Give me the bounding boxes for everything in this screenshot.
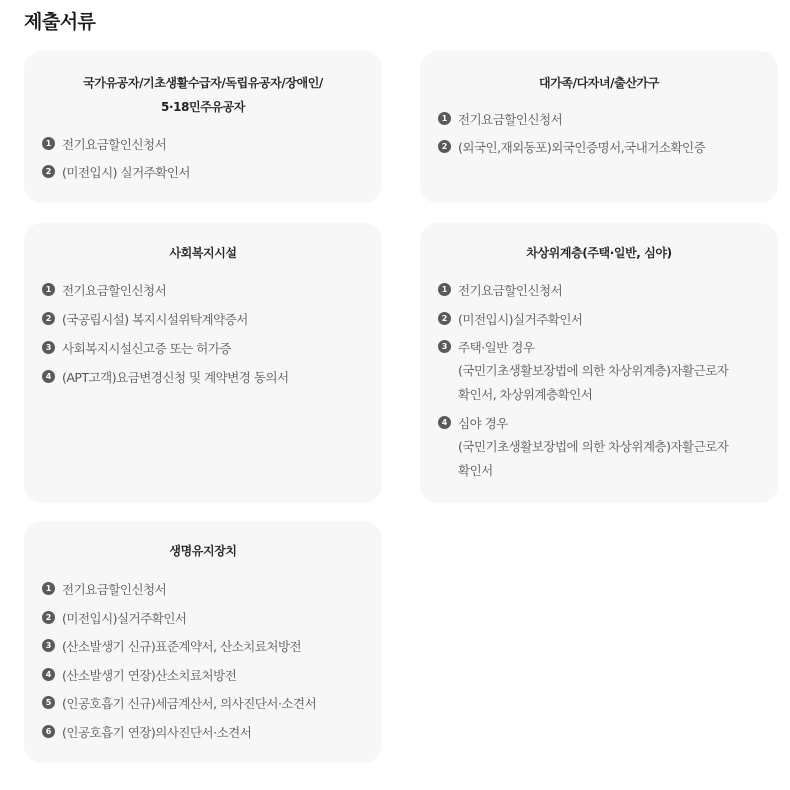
- item-text: (외국인,재외동포)외국인증명서,국내거소확인증: [458, 140, 706, 155]
- list-item: [42, 722, 372, 751]
- number-badge-icon: 6: [42, 725, 55, 738]
- number-badge-icon: 2: [42, 611, 55, 624]
- number-badge-icon: 5: [42, 696, 55, 709]
- card-large-family: [420, 51, 778, 203]
- card-title-line: 대가족/다자녀/출산가구: [539, 76, 659, 90]
- document-list: [42, 134, 372, 190]
- card-title: [24, 539, 382, 563]
- list-item: [42, 579, 372, 608]
- item-text: 전기요금할인신청서: [458, 283, 563, 298]
- item-text: (미전입시) 실거주확인서: [62, 165, 190, 180]
- item-text: 전기요금할인신청서: [62, 283, 167, 298]
- item-text: 전기요금할인신청서: [458, 112, 563, 127]
- number-badge-icon: 1: [42, 137, 55, 150]
- document-list: [438, 109, 768, 165]
- card-life-support: [24, 521, 382, 763]
- list-item: [438, 280, 768, 309]
- number-badge-icon: 2: [42, 312, 55, 325]
- card-title-line: 생명유지장치: [169, 544, 237, 558]
- item-text: 사회복지시설신고증 또는 허가증: [62, 341, 231, 356]
- item-text: 주택·일반 경우: [458, 340, 535, 355]
- document-list: [438, 280, 768, 489]
- item-text: (국공립시설) 복지시설위탁계약증서: [62, 312, 248, 327]
- card-title-line: 사회복지시설: [169, 246, 237, 260]
- list-item: [42, 367, 372, 396]
- number-badge-icon: 1: [42, 582, 55, 595]
- page-title: 제출서류: [24, 11, 96, 33]
- list-item: [438, 309, 768, 337]
- list-item: [42, 134, 372, 162]
- item-text: 전기요금할인신청서: [62, 137, 167, 152]
- list-item: [42, 280, 372, 309]
- list-item: [438, 413, 768, 489]
- list-item: [42, 636, 372, 665]
- item-text: (미전입시)실거주확인서: [62, 610, 187, 626]
- item-text: (인공호흡기 신규)세금계산서, 의사진단서·소견서: [62, 696, 317, 712]
- card-social-welfare: [24, 223, 382, 503]
- number-badge-icon: 3: [438, 340, 451, 353]
- list-item: [438, 137, 768, 165]
- card-title-line: 차상위계층(주택·일반, 심야): [526, 246, 672, 260]
- card-title: [24, 71, 382, 119]
- list-item: [42, 693, 372, 722]
- item-text: (산소발생기 신규)표준계약서, 산소치료처방전: [62, 639, 302, 655]
- number-badge-icon: 3: [42, 341, 55, 354]
- card-title: [24, 241, 382, 265]
- number-badge-icon: 2: [438, 312, 451, 325]
- list-item: [42, 665, 372, 694]
- item-text: 심야 경우: [458, 416, 508, 431]
- card-title-line: 국가유공자/기초생활수급자/독립유공자/장애인/: [83, 76, 323, 90]
- list-item: [438, 109, 768, 137]
- document-list: [42, 579, 372, 751]
- item-text: (산소발생기 연장)산소치료처방전: [62, 667, 237, 683]
- document-list: [42, 280, 372, 396]
- list-item: [42, 338, 372, 367]
- number-badge-icon: 4: [42, 370, 55, 383]
- number-badge-icon: 1: [438, 283, 451, 296]
- item-text: (인공호흡기 연장)의사진단서·소견서: [62, 724, 252, 740]
- item-text: (미전입시)실거주확인서: [458, 312, 583, 327]
- number-badge-icon: 2: [438, 140, 451, 153]
- card-national-merit: [24, 51, 382, 203]
- card-title: [420, 241, 778, 265]
- card-title-line: 5·18민주유공자: [161, 100, 245, 114]
- number-badge-icon: 2: [42, 165, 55, 178]
- number-badge-icon: 4: [42, 668, 55, 681]
- item-subtext: (국민기초생활보장법에 의한 차상위계층)자활근로자: [458, 439, 729, 454]
- card-near-poverty: [420, 223, 778, 503]
- number-badge-icon: 3: [42, 639, 55, 652]
- list-item: [42, 309, 372, 338]
- item-text: 전기요금할인신청서: [62, 582, 167, 597]
- number-badge-icon: 4: [438, 416, 451, 429]
- item-subtext: 확인서, 차상위계층확인서: [458, 387, 593, 402]
- card-title: [420, 71, 778, 95]
- item-subtext: 확인서: [458, 463, 493, 478]
- item-text: (APT고객)요금변경신청 및 계약변경 동의서: [62, 370, 289, 385]
- item-subtext: (국민기초생활보장법에 의한 차상위계층)자활근로자: [458, 363, 729, 378]
- number-badge-icon: 1: [42, 283, 55, 296]
- list-item: [42, 162, 372, 190]
- list-item: [42, 608, 372, 637]
- number-badge-icon: 1: [438, 112, 451, 125]
- list-item: [438, 337, 768, 413]
